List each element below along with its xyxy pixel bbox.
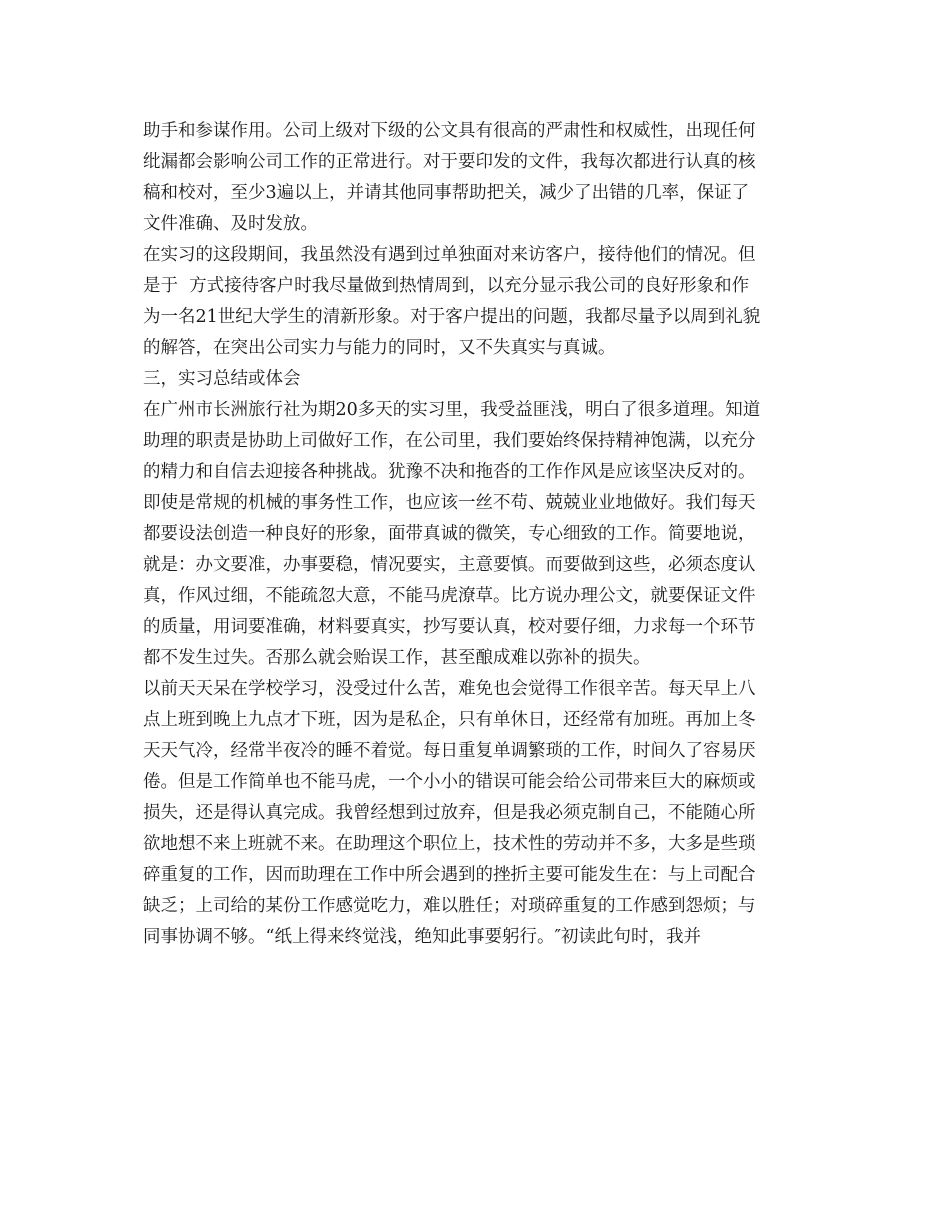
text-line: 助手和参谋作用。公司上级对下级的公文具有很高的严肃性和权威性，出现任何 — [143, 121, 756, 141]
text-line: 点上班到晚上九点才下班，因为是私企，只有单休日，还经常有加班。再加上冬 — [143, 710, 756, 730]
text-line: 欲地想不来上班就不来。在助理这个职位上，技术性的劳动并不多，大多是些琐 — [143, 834, 756, 854]
text-line: 真，作风过细，不能疏忽大意，不能马虎潦草。比方说办理公文，就要保证文件 — [143, 586, 756, 606]
text-line: 即使是常规的机械的事务性工作，也应该一丝不苟、兢兢业业地做好。我们每天 — [143, 493, 756, 513]
text-line: 助理的职责是协助上司做好工作，在公司里，我们要始终保持精神饱满，以充分 — [143, 431, 756, 451]
text-line: 损失，还是得认真完成。我曾经想到过放弃，但是我必须克制自己，不能随心所 — [143, 803, 756, 823]
text-line: 都要设法创造一种良好的形象，面带真诚的微笑，专心细致的工作。简要地说， — [143, 524, 756, 544]
text-line: 天天气冷，经常半夜冷的睡不着觉。每日重复单调繁琐的工作，时间久了容易厌 — [143, 741, 756, 761]
text-line: 就是：办文要准，办事要稳，情况要实，主意要慎。而要做到这些，必须态度认 — [143, 555, 756, 575]
text-line: 纰漏都会影响公司工作的正常进行。对于要印发的文件，我每次都进行认真的核 — [143, 152, 756, 172]
text-line: 倦。但是工作简单也不能马虎，一个小小的错误可能会给公司带来巨大的麻烦或 — [143, 772, 756, 792]
text-line: 以前天天呆在学校学习，没受过什么苦，难免也会觉得工作很辛苦。每天早上八 — [143, 679, 756, 699]
text-line: 的质量，用词要准确，材料要真实，抄写要认真，校对要仔细，力求每一个环节 — [143, 617, 756, 637]
text-line: 为一名21世纪大学生的清新形象。对于客户提出的问题，我都尽量予以周到礼貌 — [143, 307, 761, 327]
text-line: 碎重复的工作，因而助理在工作中所会遇到的挫折主要可能发生在：与上司配合 — [143, 865, 756, 885]
document-body — [143, 116, 813, 953]
text-line: 同事协调不够。“纸上得来终觉浅，绝知此事要躬行。″初读此句时，我并 — [143, 927, 701, 947]
text-line: 都不发生过失。否那么就会贻误工作，甚至酿成难以弥补的损失。 — [143, 648, 651, 668]
text-line: 在实习的这段期间，我虽然没有遇到过单独面对来访客户，接待他们的情况。但 — [143, 245, 756, 265]
text-line: 缺乏；上司给的某份工作感觉吃力，难以胜任；对琐碎重复的工作感到怨烦；与 — [143, 896, 756, 916]
text-line: 在广州市长洲旅行社为期20多天的实习里，我受益匪浅，明白了很多道理。知道 — [143, 400, 761, 420]
text-line: 的解答，在突出公司实力与能力的同时，又不失真实与真诚。 — [143, 338, 616, 358]
text-line: 的精力和自信去迎接各种挑战。犹豫不决和拖沓的工作作风是应该坚决反对的。 — [143, 462, 756, 482]
text-line: 稿和校对，至少3遍以上，并请其他同事帮助把关，减少了出错的几率，保证了 — [143, 183, 750, 203]
text-line: 是于 方式接待客户时我尽量做到热情周到，以充分显示我公司的良好形象和作 — [143, 276, 750, 296]
section-heading: 三，实习总结或体会 — [143, 369, 301, 389]
text-line: 文件准确、及时发放。 — [143, 214, 318, 234]
